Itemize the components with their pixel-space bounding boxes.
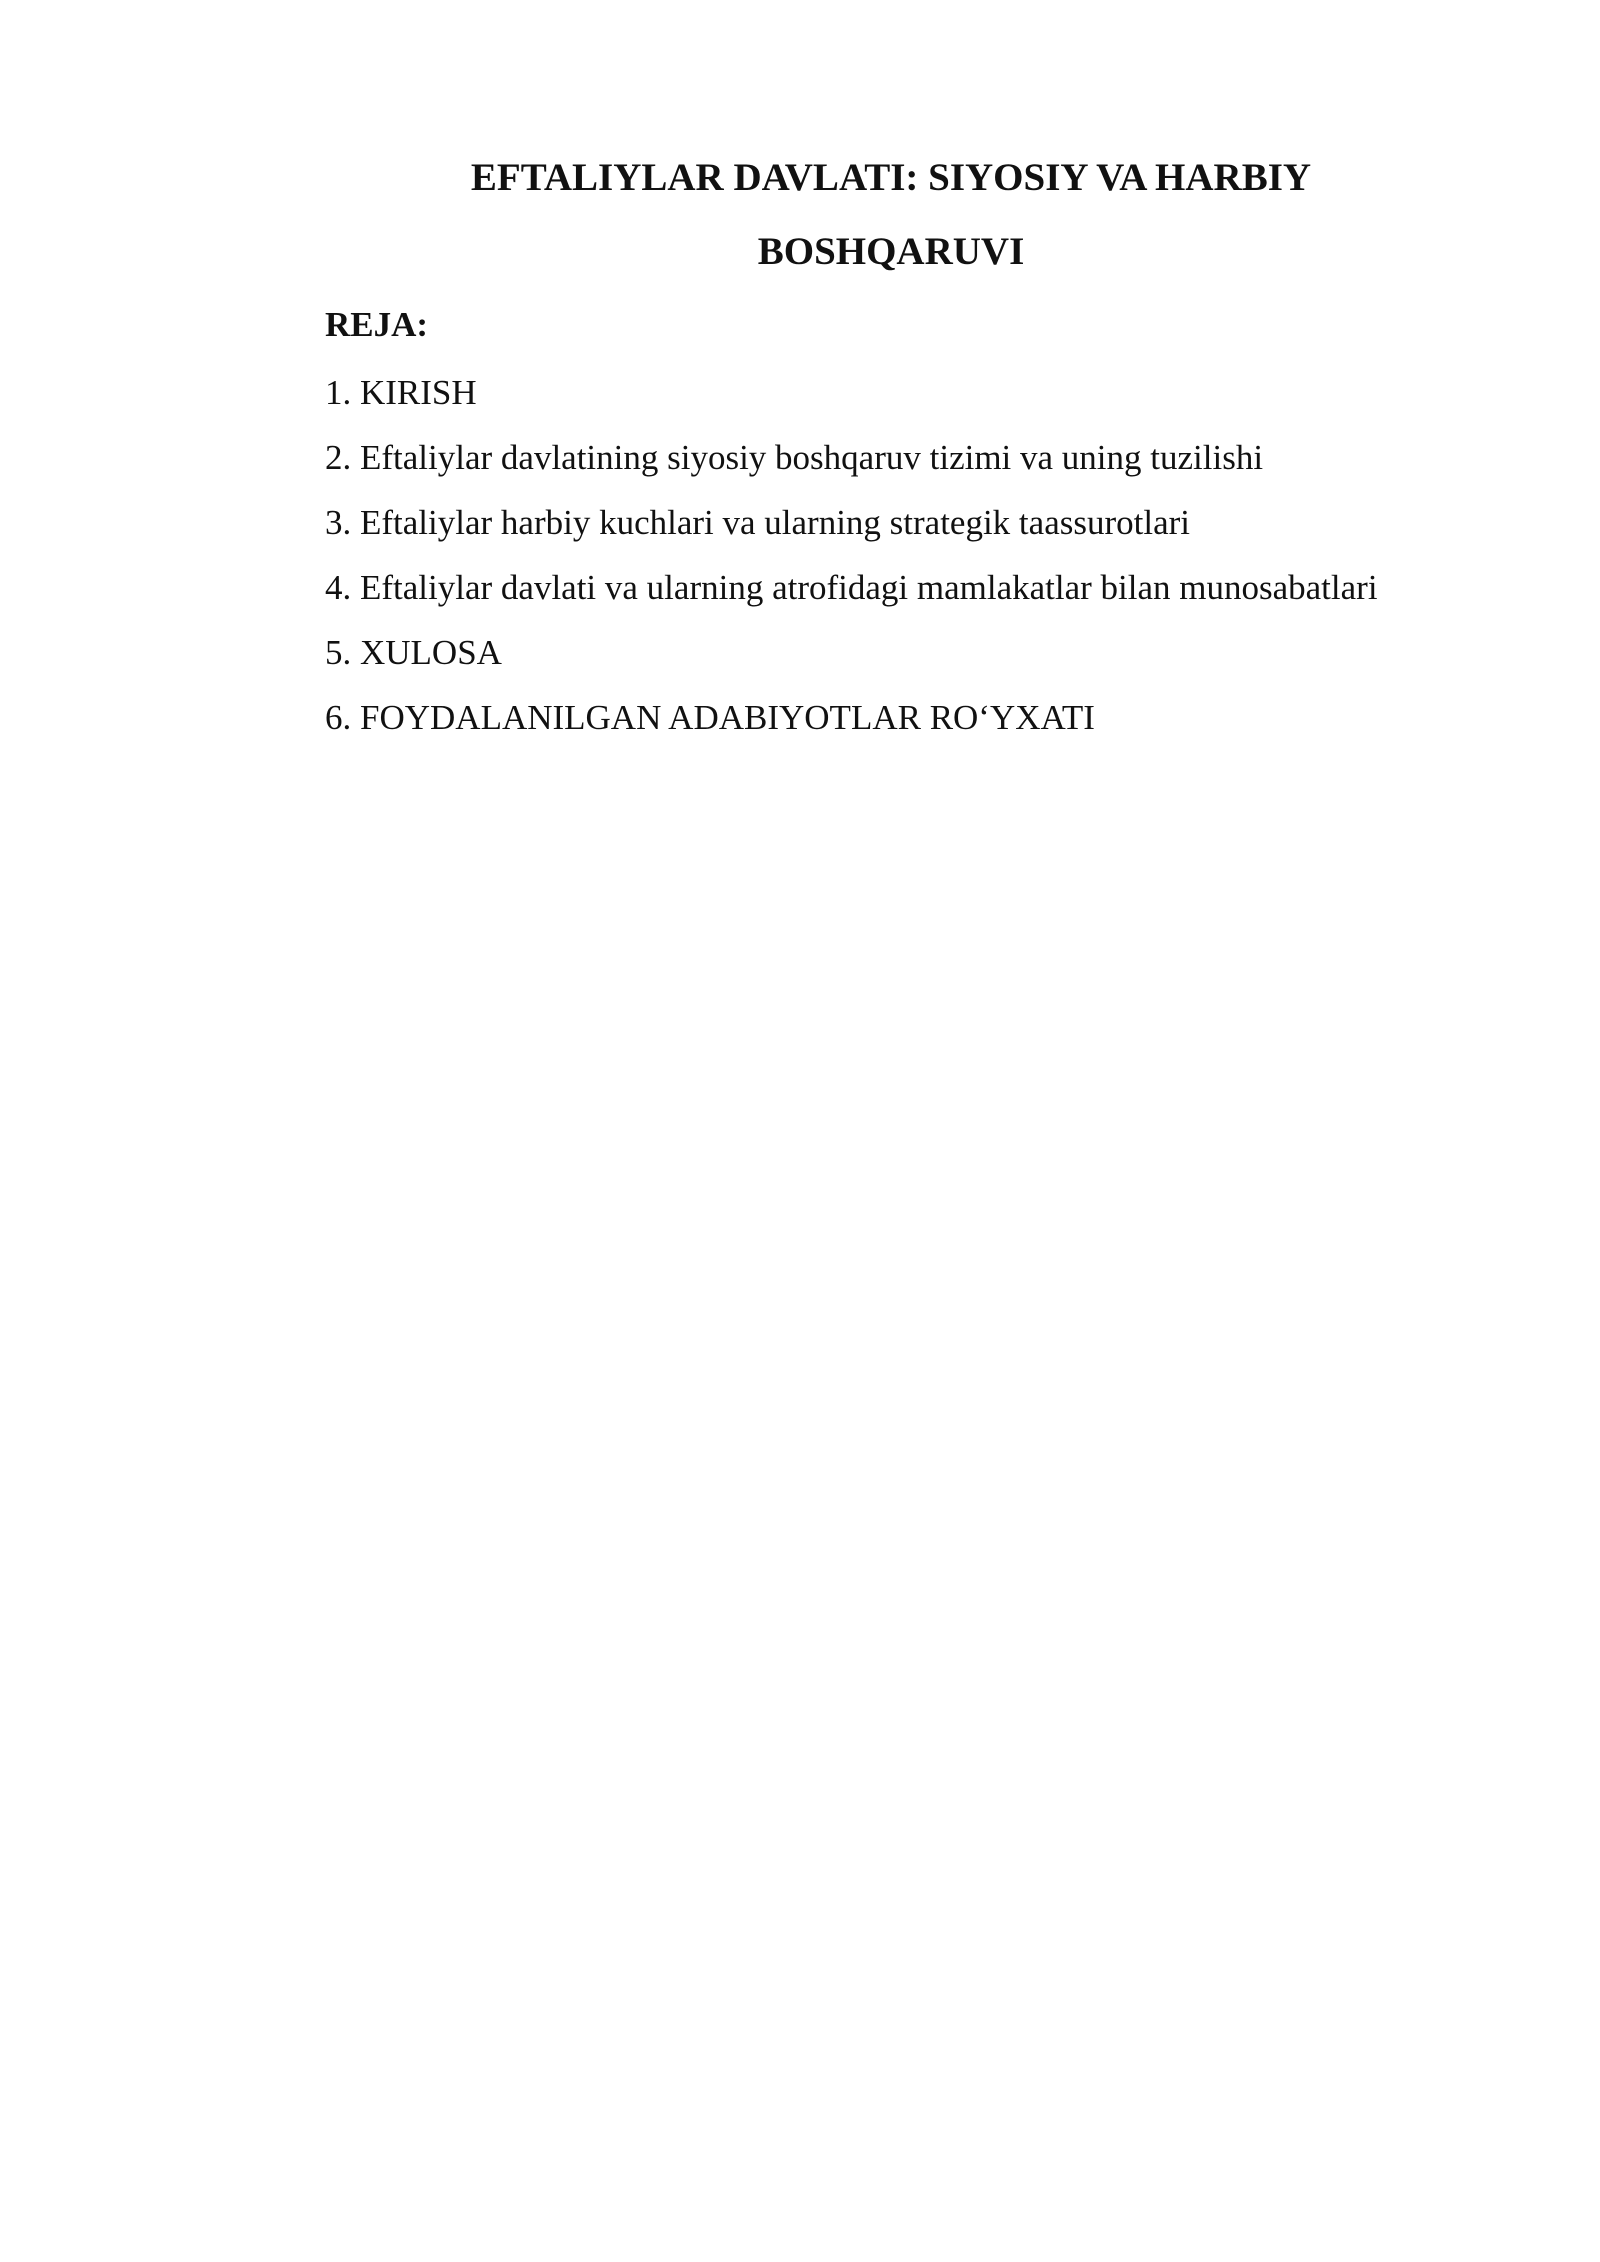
plan-item-references: 6. FOYDALANILGAN ADABIYOTLAR RO‘YXATI	[325, 698, 1095, 737]
plan-item-political-system: 2. Eftaliylar davlatining siyosiy boshqaruv tizimi va uning tuzilishi	[325, 438, 1264, 477]
document-title	[322, 141, 1460, 289]
plan-list	[325, 360, 1575, 750]
document-title-line-1: EFTALIYLAR DAVLATI: SIYOSIY VA HARBIY	[470, 156, 1312, 199]
plan-item-conclusion: 5. XULOSA	[325, 633, 502, 672]
plan-item-introduction: 1. KIRISH	[325, 373, 477, 412]
plan-item-military-forces: 3. Eftaliylar harbiy kuchlari va ularning strategik taassurotlari	[325, 503, 1190, 542]
plan-item-foreign-relations: 4. Eftaliylar davlati va ularning atrofidagi mamlakatlar bilan munosabatlari	[325, 568, 1378, 607]
plan-heading: REJA:	[325, 305, 429, 344]
document-title-line-2: BOSHQARUVI	[757, 230, 1025, 273]
